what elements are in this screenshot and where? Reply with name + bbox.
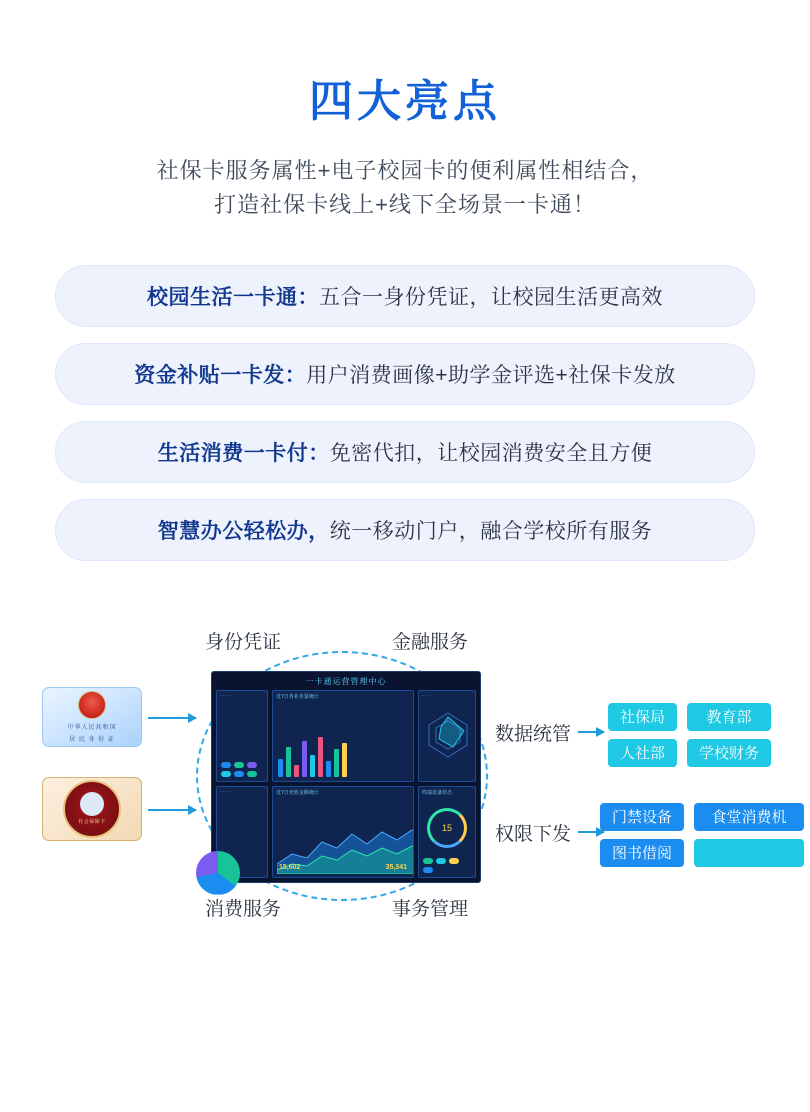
tag-renshebu[interactable]: 人社部 [608,739,677,767]
highlight-item-3 [55,421,755,483]
dashboard-panel-center-top [272,690,414,782]
panel-title-right-bottom: 终端设备状态 [422,789,453,796]
circle-label-finance: 金融服务 [392,631,469,653]
section-label-data-governance: 数据统管 [495,723,572,745]
panel-title-center-top: 近7日各业务量统计 [276,693,319,700]
id-card-image [42,687,142,747]
panel-title-right-top: · · · [422,692,430,699]
ssc-seal-center-icon [80,792,104,816]
highlight-item-2-lead: 资金补贴一卡发： [134,363,307,387]
circle-label-affairs: 事务管理 [392,898,469,920]
circle-label-consumption: 消费服务 [205,898,282,920]
dashboard-grid [216,690,476,878]
highlight-item-1 [55,265,755,327]
highlight-item-1-rest: 五合一身份凭证，让校园生活更高效 [319,285,663,309]
highlight-item-2-rest: 用户消费画像+助学金评选+社保卡发放 [306,363,676,387]
panel-kpi-row [279,864,407,871]
tag-xuexiaocaiwu[interactable]: 学校财务 [687,739,771,767]
id-card-label: 中华人民共和国 [67,724,117,731]
dashboard-panel-right-top [418,690,476,782]
tag-group-permission-dispatch [600,803,804,867]
section-label-permission-dispatch: 权限下发 [495,823,572,845]
dashboard-title: 一卡通运营管理中心 [305,676,387,686]
platform-dashboard-image [211,671,481,883]
tag-menjinshebei[interactable]: 门禁设备 [600,803,684,831]
arrow-idcard-to-platform [148,717,196,719]
highlight-item-4-lead: 智慧办公轻松办， [157,519,330,543]
kpi-value-2: 35,341 [385,863,407,871]
highlight-item-1-lead: 校园生活一卡通： [147,285,319,309]
circle-label-identity: 身份凭证 [205,631,282,653]
dashboard-panel-right-bottom [418,786,476,878]
panel-title-left-bottom: · · · · [220,788,231,795]
dashboard-panel-left-top [216,690,268,782]
panel-bar-chart [278,735,408,777]
highlight-item-3-lead: 生活消费一卡付： [157,441,330,465]
panel-dots [221,762,263,777]
arrow-ssc-to-platform [148,809,196,811]
page-title: 四大亮点 [309,77,501,126]
panel-title-center-bottom: 近7日充值金额统计 [276,789,319,796]
highlight-item-2 [55,343,755,405]
panel-title-left-top: · · · · [220,692,231,699]
national-emblem-icon [78,691,106,719]
highlight-item-4 [55,499,755,561]
pie-chart-decoration [196,851,240,895]
dashboard-panel-center-bottom [272,786,414,878]
ssc-seal-icon [63,780,121,838]
id-card-sublabel: 居 民 身 份 证 [69,736,115,743]
tag-shebaoju[interactable]: 社保局 [608,703,677,731]
tag-jiaoyubu[interactable]: 教育部 [687,703,771,731]
tag-shitangxiaofeiji[interactable]: 食堂消费机 [694,803,804,831]
panel-radar-chart [419,701,476,761]
panel-gauge-ring: 15 [427,808,467,848]
ssc-seal-text: 社会保障卡 [78,819,106,826]
social-security-card-image [42,777,142,841]
tag-tushujieyue[interactable]: 图书借阅 [600,839,684,867]
highlight-list [0,265,810,561]
subtitle-line-1: 社保卡服务属性+电子校园卡的便利属性相结合， [156,158,654,184]
highlight-item-3-rest: 免密代扣，让校园消费安全且方便 [329,441,653,465]
kpi-value-1: 15,602 [279,863,301,871]
tag-more[interactable] [694,839,804,867]
page-subtitle [0,154,810,222]
tag-group-data-governance [608,703,771,767]
subtitle-line-2: 打造社保卡线上+线下全场景一卡通！ [214,192,596,218]
ecosystem-diagram [0,619,810,969]
panel-status-dots [423,858,471,873]
highlight-item-4-rest: 统一移动门户，融合学校所有服务 [329,519,653,543]
arrow-to-data-tags [578,731,604,733]
